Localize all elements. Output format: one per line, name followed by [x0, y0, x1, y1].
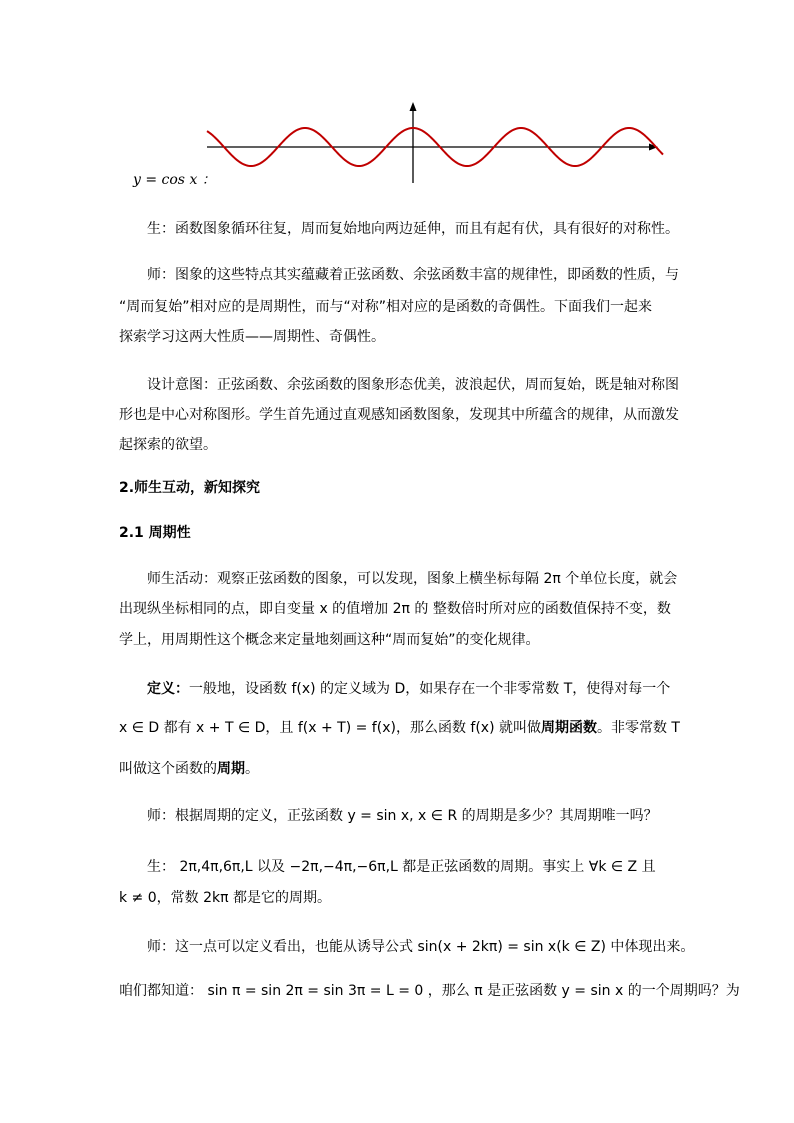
term-periodic-function: 周期函数	[540, 720, 597, 736]
term-period: 周期	[217, 761, 245, 777]
definition-text-3c: 。	[245, 761, 259, 777]
design-intent-line-2: 形也是中心对称图形。学生首先通过直观感知函数图象，发现其中所蕴含的规律，从而激发	[119, 407, 679, 423]
activity-line-3: 学上，用周期性这个概念来定量地刻画这种“周而复始”的变化规律。	[119, 632, 540, 648]
paragraph-student-1: 生：函数图象循环往复，周而复始地向两边延伸，而且有起有伏，具有很好的对称性。	[147, 221, 679, 237]
section-heading: 2.师生互动，新知探究	[119, 480, 261, 496]
student-answer-line-2: k ≠ 0，常数 2kπ 都是它的周期。	[119, 890, 331, 906]
teacher-question: 师：根据周期的定义，正弦函数 y = sin x, x ∈ R 的周期是多少？其周期唯一吗？	[147, 808, 658, 824]
cosine-graph	[0, 0, 794, 200]
design-intent-line-1: 设计意图：正弦函数、余弦函数的图象形态优美，波浪起伏，周而复始，既是轴对称图	[147, 377, 679, 393]
definition-line-2	[119, 718, 680, 738]
definition-label: 定义：	[147, 681, 189, 697]
paragraph-teacher-1-line-2: “周而复始”相对应的是周期性，而与“对称”相对应的是函数的奇偶性。下面我们一起来	[119, 299, 653, 315]
definition-line-1	[147, 679, 670, 699]
student-answer-line-1: 生： 2π,4π,6π,L 以及 −2π,−4π,−6π,L 都是正弦函数的周期。事实上 ∀k ∈ Z 且	[147, 859, 656, 875]
teacher-remark-line-2: 咱们都知道： sin π = sin 2π = sin 3π = L = 0 ，那么 π 是正弦函数 y = sin x 的一个周期吗？为	[119, 983, 740, 999]
teacher-remark-line-1: 师：这一点可以定义看出，也能从诱导公式 sin(x + 2kπ) = sin x(k ∈ Z) 中体现出来。	[147, 939, 695, 955]
paragraph-teacher-1-line-3: 探索学习这两大性质——周期性、奇偶性。	[119, 329, 385, 345]
paragraph-teacher-1-line-1: 师：图象的这些特点其实蕴藏着正弦函数、余弦函数丰富的规律性，即函数的性质，与	[147, 267, 679, 283]
activity-line-2: 出现纵坐标相同的点，即自变量 x 的值增加 2π 的 整数倍时所对应的函数值保持不变，数	[119, 601, 671, 617]
definition-text-1: 一般地，设函数 f(x) 的定义域为 D，如果存在一个非零常数 T，使得对每一个	[189, 681, 671, 697]
activity-line-1: 师生活动：观察正弦函数的图象，可以发现，图象上横坐标每隔 2π 个单位长度，就会	[147, 571, 678, 587]
definition-line-3	[119, 759, 259, 779]
design-intent-line-3: 起探索的欲望。	[119, 437, 217, 453]
subsection-heading: 2.1 周期性	[119, 525, 191, 541]
definition-text-2c: 。非零常数 T	[596, 720, 680, 736]
definition-text-2a: x ∈ D 都有 x + T ∈ D，且 f(x + T) = f(x)，那么函数 f(x) 就叫做	[119, 720, 541, 736]
definition-text-3a: 叫做这个函数的	[119, 761, 217, 777]
figure-label: y = cos x ：	[133, 172, 216, 188]
y-axis-arrow	[410, 102, 417, 111]
